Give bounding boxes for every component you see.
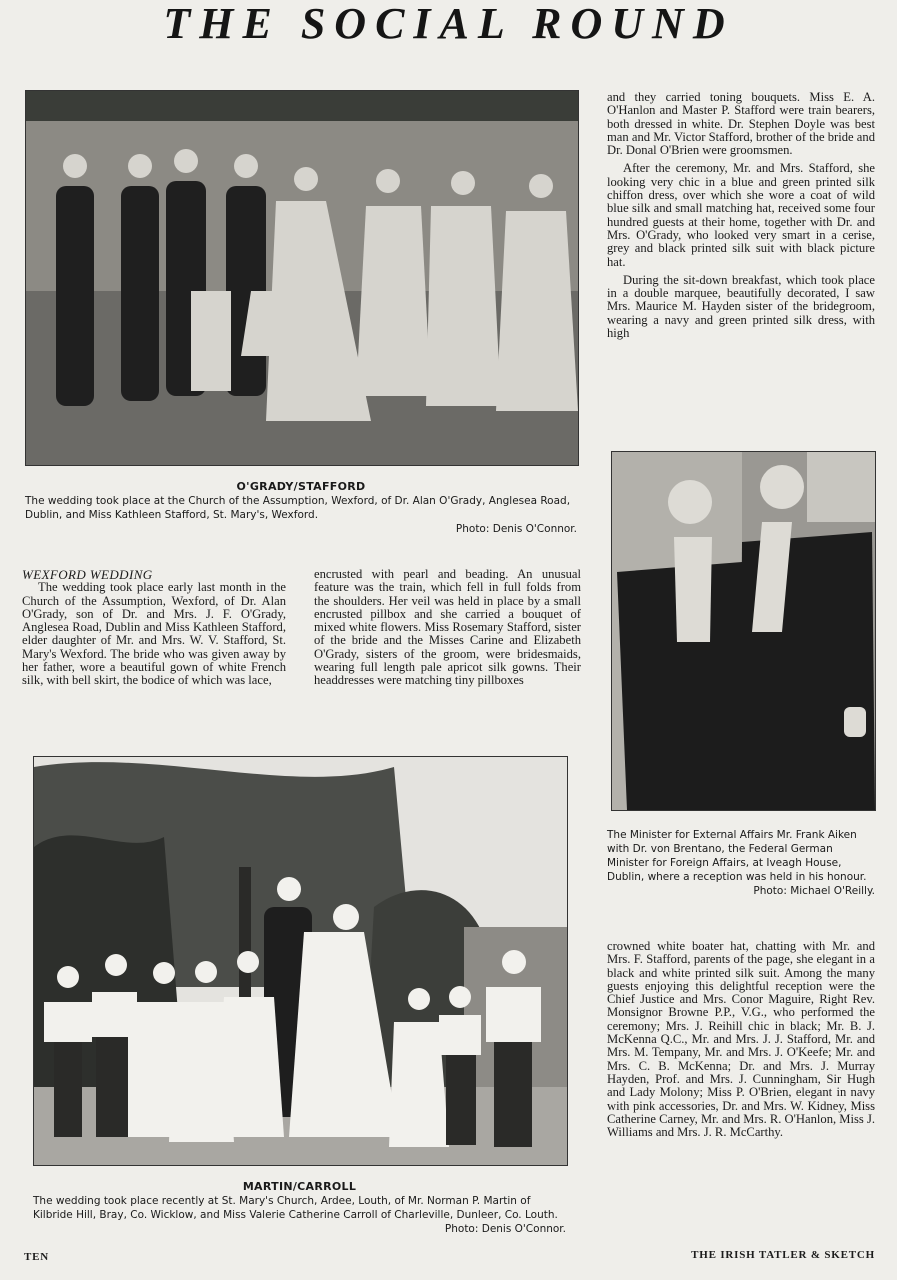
article-column-1: [22, 568, 286, 688]
photo2-text: The Minister for External Affairs Mr. Frank Aiken with Dr. von Brentano, the Federal German Minister for Foreign Affairs, at Iveagh House, Dublin, where a reception was held in his honour.: [607, 829, 867, 883]
photo3-text: The wedding took place recently at St. Mary's Church, Ardee, Louth, of Mr. Norman P. Martin of Kilbride Hill, Bray, Co. Wicklow, and Miss Valerie Catherine Carroll of Charleville, Dunleer, Co. Louth.: [33, 1195, 558, 1221]
photo3-title: MARTIN/CARROLL: [242, 1180, 357, 1193]
photo1-title: O'GRADY/STAFFORD: [236, 480, 366, 493]
article-col2-text: encrusted with pearl and beading. An unusual feature was the train, which fell in full folds from the shoulders. Her veil was held in place by a small encrusted pillbox and she carried a bouquet of mixed white flowers. Miss Rosemary Stafford, sister of the bride and the Misses Carine and Elizabeth O'Grady, sisters of the groom, were bridesmaids, wearing full length pale apricot silk gowns. Their headdresses were matching tiny pillboxes: [314, 567, 581, 688]
article-col3-p3: During the sit-down breakfast, which took place in a double marquee, beautifully decorated, I saw Mrs. Maurice M. Hayden sister of the bridegroom, wearing a navy and green printed silk dress, with high: [607, 272, 875, 341]
photo1-text: The wedding took place at the Church of the Assumption, Wexford, of Dr. Alan O'Grady, Anglesea Road, Dublin, and Miss Kathleen Stafford, St. Mary's, Wexford.: [25, 495, 571, 521]
photo3-credit: Photo: Denis O'Connor.: [444, 1223, 566, 1235]
photo2-credit: Photo: Michael O'Reilly.: [753, 885, 875, 897]
wedding-party-photo-icon: [34, 757, 567, 1165]
wedding-party-photo: [33, 756, 568, 1166]
photo3-caption: [33, 1180, 566, 1236]
ministers-photo: [611, 451, 876, 811]
article-col1-text: The wedding took place early last month in the Church of the Assumption, Wexford, of Dr. Alan O'Grady, son of Dr. and Mrs. J. F. O'Grady, Anglesea Road, Dublin and Miss Kathleen Stafford, elder daughter of Mr. and Mrs. W. V. Stafford, St. Mary's Wexford. The bride who was given away by her father, wore a beautiful gown of white French silk, with bell skirt, the bodice of which was lace,: [22, 580, 286, 688]
article-col3-p2: After the ceremony, Mr. and Mrs. Stafford, she looking very chic in a blue and green printed silk chiffon dress, over which she wore a coat of wild blue silk and small matching hat, received some four hundred guests at their home, together with Dr. and Mrs. O'Grady, who looked very smart in a cerise, grey and black printed silk suit with black picture hat.: [607, 161, 875, 269]
article-col4-text: crowned white boater hat, chatting with Mr. and Mrs. F. Stafford, parents of the page, she elegant in a black and white printed silk suit. Among the many guests enjoying this delightful reception were the Chief Justice and Mrs. Conor Maguire, Right Rev. Monsignor Browne P.P., V.G., who performed the ceremony; Mrs. J. Reihill chic in black; Mr. B. J. McKenna Q.C., Mr. and Mrs. J. J. Stafford, Mr. and Mrs. M. Tempany, Mr. and Mrs. J. O'Keefe; Mr. and Mrs. C. B. McKenna; Dr. and Mrs. J. Murray Hayden, Prof. and Mrs. J. Cunningham, Sir Hugh and Lady Molony; Miss P. O'Brien, elegant in navy with pink accessories, Dr. and Mrs. W. Kidney, Miss Catherine Carney, Mr. and Mrs. R. O'Hanlon, Miss J. Williams and Mrs. J. R. McCarthy.: [607, 939, 875, 1140]
article-column-2: [314, 568, 581, 688]
ministers-photo-icon: [612, 452, 875, 810]
article-col3-p1: and they carried toning bouquets. Miss E. A. O'Hanlon and Master P. Stafford were train bearers, both dressed in white. Dr. Stephen Doyle was best man and Mr. Victor Stafford, brother of the bride and Dr. Donal O'Brien were groomsmen.: [607, 90, 875, 158]
photo2-caption: [607, 828, 875, 898]
masthead: THE SOCIAL ROUND: [163, 0, 734, 48]
page-number: TEN: [24, 1251, 50, 1263]
article-column-4: [607, 940, 875, 1139]
wedding-group-photo: [25, 90, 579, 466]
photo1-credit: Photo: Denis O'Connor.: [455, 523, 577, 535]
article-heading: WEXFORD WEDDING: [22, 567, 153, 582]
article-column-3: [607, 91, 875, 340]
wedding-group-photo-icon: [26, 91, 578, 465]
publication-name: THE IRISH TATLER & SKETCH: [691, 1249, 875, 1261]
photo1-caption: [25, 480, 577, 536]
